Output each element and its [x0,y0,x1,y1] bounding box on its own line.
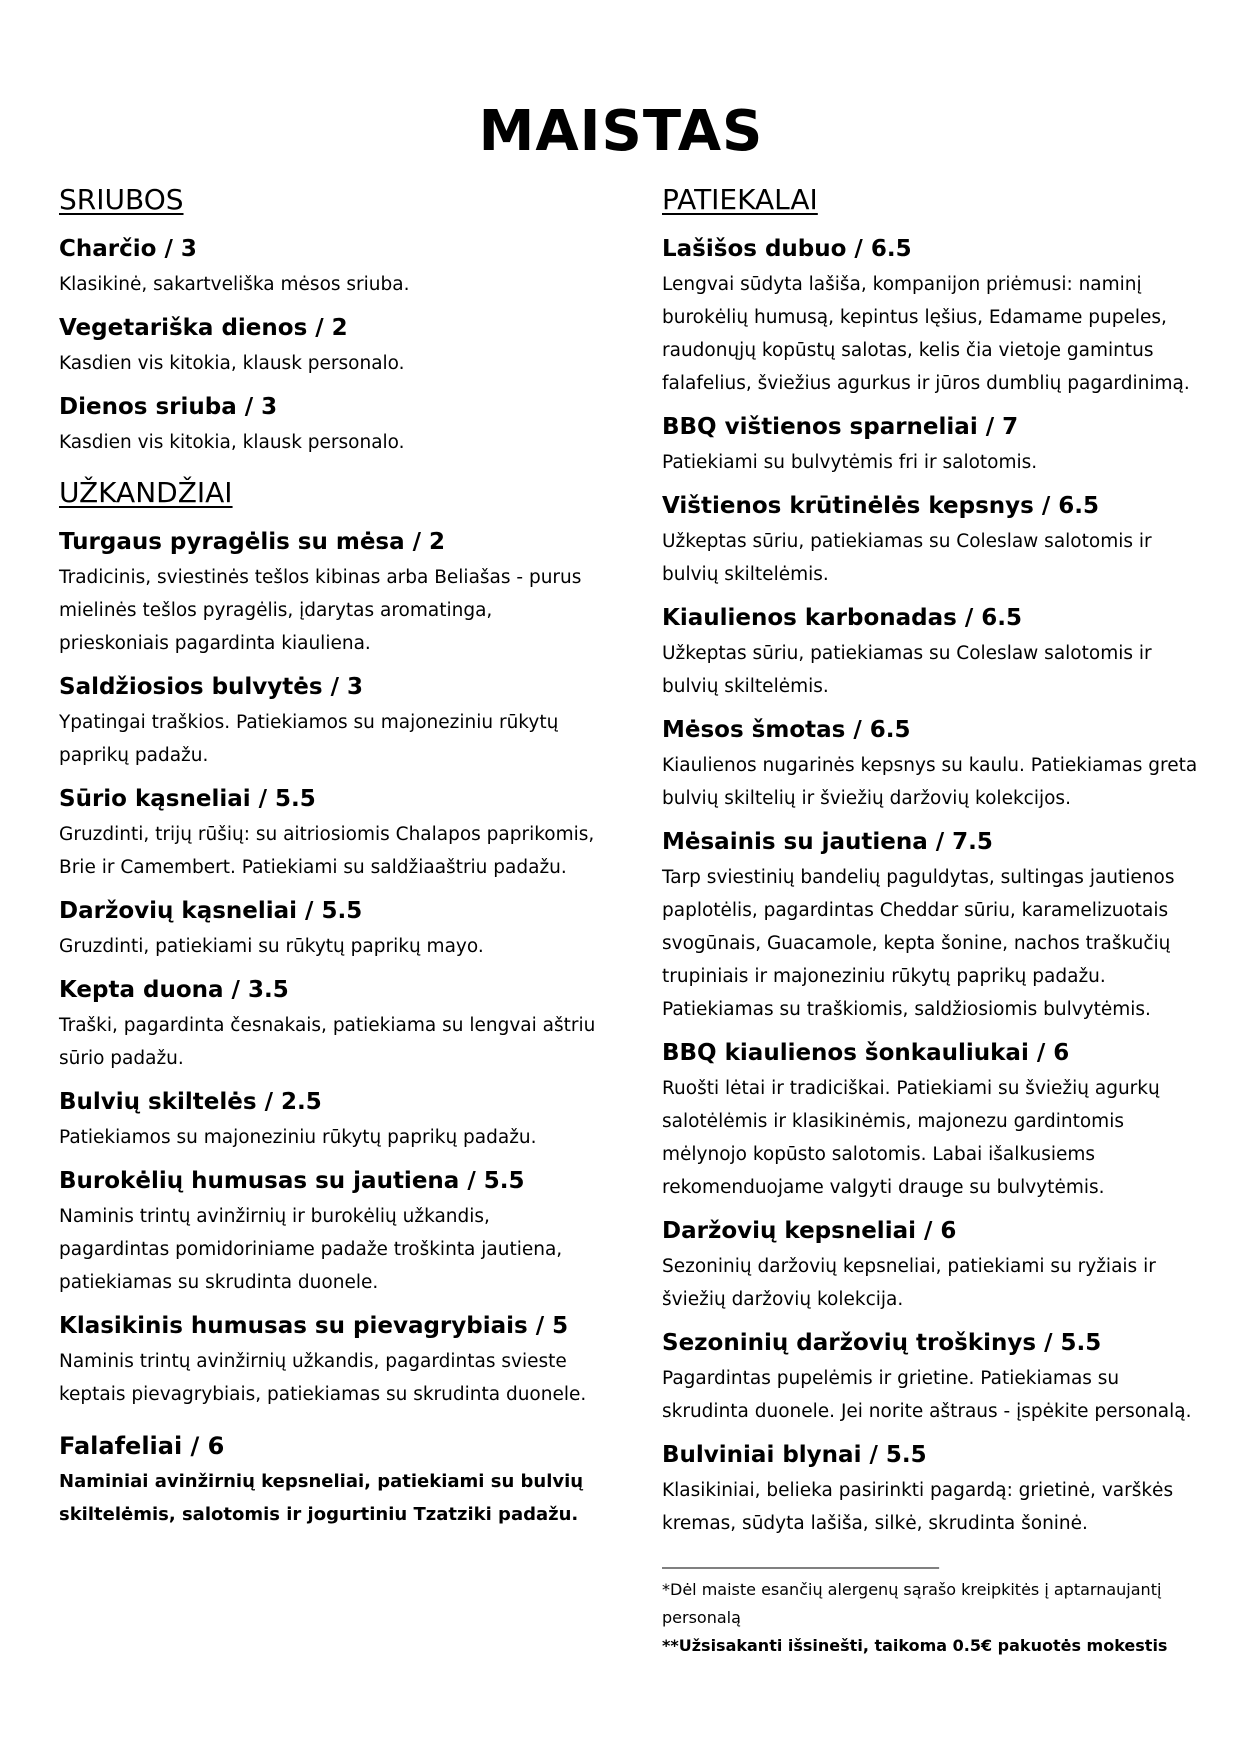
menu-item-name: Saldžiosios bulvytės / 3 [59,674,363,700]
menu-item-name: Mėsainis su jautiena / 7.5 [662,829,993,855]
menu-item-description: Klasikinė, sakartveliška mėsos sriuba. [59,274,410,295]
menu-item-featured [59,1429,604,1531]
menu-item-name: Turgaus pyragėlis su mėsa / 2 [59,529,446,555]
menu-item [59,525,604,660]
menu-item-description: Užkeptas sūriu, patiekiamas su Coleslaw salotomis ir bulvių skiltelėmis. [662,531,1152,585]
menu-item-name: BBQ kiaulienos šonkauliukai / 6 [662,1040,1070,1066]
menu-item [662,825,1207,1026]
menu-item-description: Naminiai avinžirnių kepsneliai, patiekiami su bulvių skiltelėmis, salotomis ir jogurtiniu Tzatziki padažu. [59,1471,584,1525]
menu-item-description: Ypatingai traškios. Patiekiamos su majoneziniu rūkytų paprikų padažu. [59,712,559,766]
menu-item [59,390,604,459]
menu-item-name: Bulviniai blynai / 5.5 [662,1442,927,1468]
menu-item-description: Užkeptas sūriu, patiekiamas su Coleslaw salotomis ir bulvių skiltelėmis. [662,643,1152,697]
menu-item [59,232,604,301]
menu-item-description: Klasikiniai, belieka pasirinkti pagardą: grietinė, varškės kremas, sūdyta lašiša, silkė, skrudinta šoninė. [662,1480,1174,1534]
menu-item-name: Charčio / 3 [59,236,197,262]
menu-item [59,782,604,884]
menu-item-description: Patiekiamos su majoneziniu rūkytų paprikų padažu. [59,1127,537,1148]
menu-item [662,1214,1207,1316]
menu-item-name: Dienos sriuba / 3 [59,394,278,420]
menu-item-name: Kepta duona / 3.5 [59,977,289,1003]
menu-item-name: Lašišos dubuo / 6.5 [662,236,912,262]
menu-item-description: Kasdien vis kitokia, klausk personalo. [59,353,405,374]
page-title: MAISTAS [478,98,764,164]
menu-item-name: Vegetariška dienos / 2 [59,315,348,341]
menu-item-name: Kiaulienos karbonadas / 6.5 [662,605,1022,631]
menu-item-description: Gruzdinti, trijų rūšių: su aitriosiomis Chalapos paprikomis, Brie ir Camembert. Patiekiami su saldžiaaštriu padažu. [59,824,595,878]
menu-item-description: Kasdien vis kitokia, klausk personalo. [59,432,405,453]
menu-item [662,489,1207,591]
menu-item [662,232,1207,400]
takeaway-footnote: **Užsisakanti išsinešti, taikoma 0.5€ pakuotės mokestis [662,1636,1168,1655]
menu-item-description: Sezoninių daržovių kepsneliai, patiekiami su ryžiais ir šviežių daržovių kolekcija. [662,1256,1156,1310]
menu-item-name: BBQ vištienos sparneliai / 7 [662,414,1019,440]
menu-item-description: Pagardintas pupelėmis ir grietine. Patiekiamas su skrudinta duonele. Jei norite aštraus - įspėkite personalą. [662,1368,1192,1422]
section-heading-uzkandziai: UŽKANDŽIAI [59,476,233,509]
menu-item-description: Traški, pagardinta česnakais, patiekiama su lengvai aštriu sūrio padažu. [59,1015,596,1069]
menu-item-name: Sezoninių daržovių troškinys / 5.5 [662,1330,1102,1356]
footnote-divider: ______________________________________________ [662,1553,938,1569]
menu-item [59,1085,604,1154]
menu-item-name: Daržovių kąsneliai / 5.5 [59,898,363,924]
menu-item [662,1036,1207,1204]
menu-item [59,1309,604,1411]
menu-item [662,410,1207,479]
menu-item [662,713,1207,815]
menu-item-name: Klasikinis humusas su pievagrybiais / 5 [59,1313,569,1339]
menu-item-name: Mėsos šmotas / 6.5 [662,717,911,743]
menu-item-description: Naminis trintų avinžirnių užkandis, pagardintas svieste keptais pievagrybiais, patiekiamas su skrudinta duonele. [59,1351,587,1405]
menu-item [59,894,604,963]
menu-item-description: Patiekiami su bulvytėmis fri ir salotomis. [662,452,1038,473]
menu-item-name: Bulvių skiltelės / 2.5 [59,1089,322,1115]
menu-item-name: Burokėlių humusas su jautiena / 5.5 [59,1168,525,1194]
menu-item [662,601,1207,703]
menu-item-description: Gruzdinti, patiekiami su rūkytų paprikų mayo. [59,936,484,957]
menu-item-name: Sūrio kąsneliai / 5.5 [59,786,316,812]
menu-item [662,1326,1207,1428]
section-heading-sriubos: SRIUBOS [59,183,184,216]
menu-item [662,1438,1207,1540]
menu-item-description: Tarp sviestinių bandelių paguldytas, sultingas jautienos paplotėlis, pagardintas Cheddar sūriu, karamelizuotais svogūnais, Guacamole, kepta šonine, nachos traškučių trupiniais ir majoneziniu rūkytų paprikų padažu. Patiekiamas su traškiomis, saldžiosiomis bulvytėmis. [662,867,1175,1020]
menu-item-description: Kiaulienos nugarinės kepsnys su kaulu. Patiekiamas greta bulvių skiltelių ir šviežių daržovių kolekcijos. [662,755,1198,809]
menu-item [59,973,604,1075]
left-column [59,180,604,1541]
menu-item-description: Ruošti lėtai ir tradiciškai. Patiekiami su šviežių agurkų salotėlėmis ir klasikinėmis, majonezu gardintomis mėlynojo kopūsto salotomis. Labai išalkusiems rekomenduojame valgyti drauge su bulvytėmis. [662,1078,1160,1198]
allergen-footnote: *Dėl maiste esančių alergenų sąrašo kreipkitės į aptarnaujantį personalą [662,1580,1162,1627]
section-heading-patiekalai: PATIEKALAI [662,183,818,216]
menu-item-description: Naminis trintų avinžirnių ir burokėlių užkandis, pagardintas pomidoriniame padaže troškinta jautiena, patiekiamas su skrudinta duonele. [59,1206,563,1293]
menu-item [59,1164,604,1299]
menu-item [59,670,604,772]
right-column [662,180,1207,1660]
menu-item-name: Daržovių kepsneliai / 6 [662,1218,957,1244]
menu-item-name: Vištienos krūtinėlės kepsnys / 6.5 [662,493,1100,519]
menu-item-description: Tradicinis, sviestinės tešlos kibinas arba Beliašas - purus mielinės tešlos pyragėlis, įdarytas aromatinga, prieskoniais pagardinta kiauliena. [59,567,582,654]
menu-item [59,311,604,380]
menu-item-name: Falafeliai / 6 [59,1432,225,1460]
menu-item-description: Lengvai sūdyta lašiša, kompanijon priėmusi: naminį burokėlių humusą, kepintus lęšius, Edamame pupeles, raudonųjų kopūstų salotas, kelis čia vietoje gamintus falafelius, šviežius agurkus ir jūros dumblių pagardinimą. [662,274,1190,394]
